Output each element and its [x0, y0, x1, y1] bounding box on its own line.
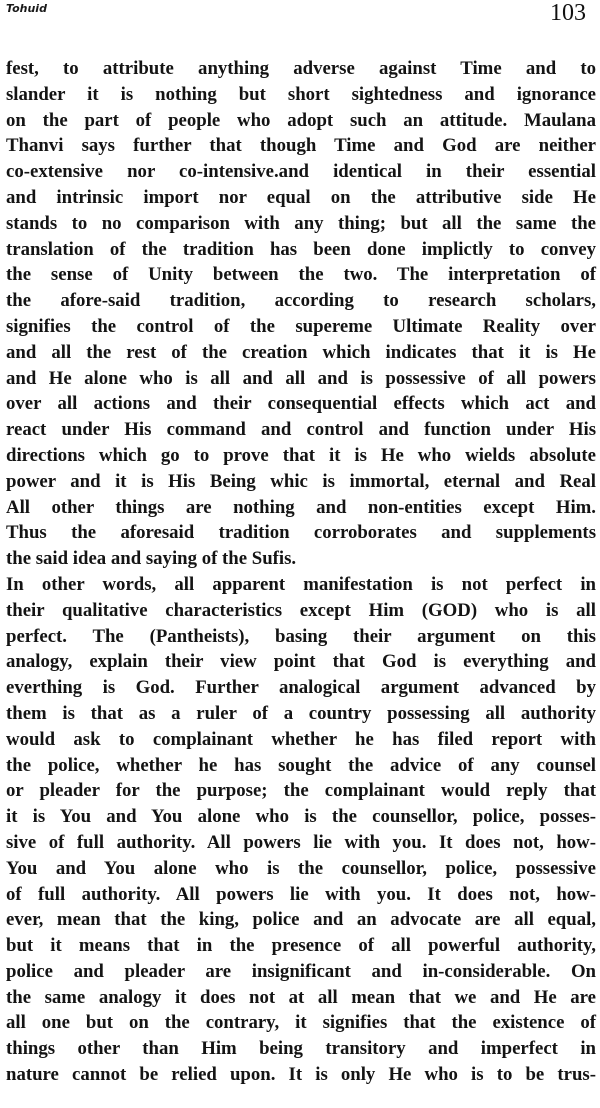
text-line: the afore-said tradition, according to research scholars, [6, 290, 596, 312]
text-line: the same analogy it does not at all mean that we and He are [6, 986, 596, 1008]
text-line: and intrinsic import nor equal on the attributive side He [6, 186, 596, 208]
text-line: react under His command and control and function under His [6, 419, 596, 441]
text-line: their qualitative characteristics except Him (GOD) who is all [6, 599, 596, 621]
text-line: the sense of Unity between the two. The interpretation of [6, 264, 596, 286]
text-line: Thus the aforesaid tradition corroborates and supplements [6, 522, 596, 544]
text-line: analogy, explain their view point that God is everything and [6, 651, 596, 673]
text-line: of full authority. All powers lie with you. It does not, how- [6, 883, 596, 905]
paragraph [6, 56, 596, 572]
paragraph [6, 572, 596, 1088]
text-line: would ask to complainant whether he has filed report with [6, 728, 596, 750]
text-line: perfect. The (Pantheists), basing their argument on this [6, 625, 596, 647]
text-line: the police, whether he has sought the advice of any counsel [6, 754, 596, 776]
text-line: but it means that in the presence of all powerful authority, [6, 935, 596, 957]
text-line: fest, to attribute anything adverse against Time and to [6, 58, 596, 79]
text-line: co-extensive nor co-intensive.and identical in their essential [6, 161, 596, 183]
text-line: and He alone who is all and all and is possessive of all powers [6, 367, 596, 389]
text-line: stands to no comparison with any thing; but all the same the [6, 212, 596, 234]
text-line: or pleader for the purpose; the complainant would reply that [6, 780, 596, 802]
text-line: sive of full authority. All powers lie with you. It does not, how- [6, 831, 596, 853]
text-line: on the part of people who adopt such an attitude. Maulana [6, 109, 596, 131]
text-line: it is You and You alone who is the counsellor, police, posses- [6, 806, 596, 828]
text-line: You and You alone who is the counsellor, police, possessive [6, 857, 596, 879]
text-line: them is that as a ruler of a country possessing all authority [6, 702, 596, 724]
running-head-title: Tohuid [6, 2, 47, 15]
text-line: All other things are nothing and non-entities except Him. [6, 496, 596, 518]
text-line: everthing is God. Further analogical argument advanced by [6, 677, 596, 699]
text-line: directions which go to prove that it is He who wields absolute [6, 444, 596, 466]
text-line: nature cannot be relied upon. It is only He who is to be trus- [6, 1064, 596, 1086]
text-line: translation of the tradition has been done implictly to convey [6, 238, 596, 260]
body-text [6, 56, 596, 1088]
text-line: over all actions and their consequential effects which act and [6, 393, 596, 415]
text-line: police and pleader are insignificant and in-considerable. On [6, 960, 596, 982]
text-line: all one but on the contrary, it signifies that the existence of [6, 1012, 596, 1034]
page-number: 103 [550, 0, 586, 26]
text-line: the said idea and saying of the Sufis. [6, 548, 297, 570]
text-line: In other words, all apparent manifestation is not perfect in [6, 573, 596, 595]
text-line: things other than Him being transitory and imperfect in [6, 1038, 596, 1060]
text-line: ever, mean that the king, police and an advocate are all equal, [6, 909, 596, 931]
text-line: power and it is His Being whic is immortal, eternal and Real [6, 470, 596, 492]
text-line: and all the rest of the creation which indicates that it is He [6, 341, 596, 363]
text-line: Thanvi says further that though Time and God are neither [6, 135, 596, 157]
text-line: slander it is nothing but short sightedness and ignorance [6, 83, 596, 105]
text-line: signifies the control of the supereme Ultimate Reality over [6, 315, 596, 337]
